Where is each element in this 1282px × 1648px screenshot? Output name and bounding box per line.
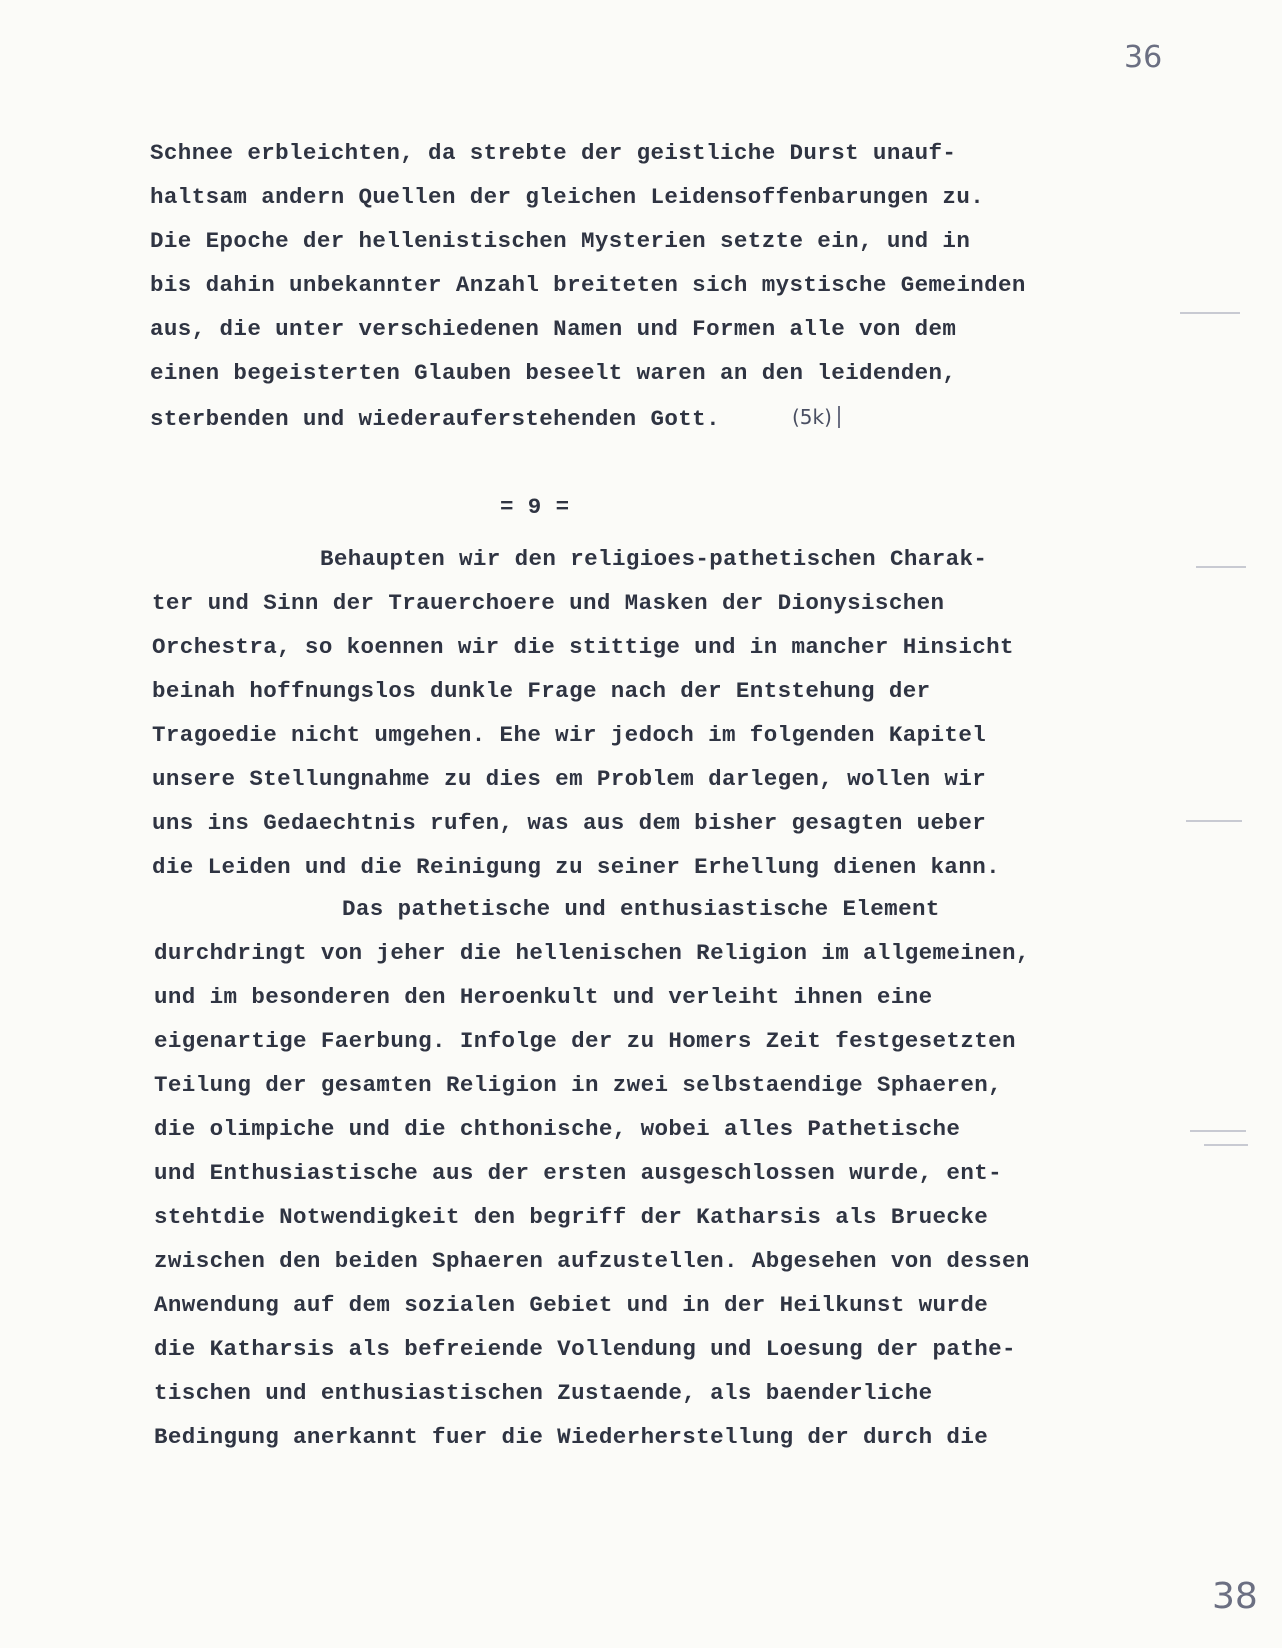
text-line: die Katharsis als befreiende Vollendung und Loesung der pathe- bbox=[154, 1336, 1016, 1362]
text-line: sterbenden und wiederauferstehenden Gott. bbox=[150, 406, 720, 432]
text-line: ter und Sinn der Trauerchoere und Masken der Dionysischen bbox=[152, 590, 945, 616]
text-line: zwischen den beiden Sphaeren aufzustellen. Abgesehen von dessen bbox=[154, 1248, 1030, 1274]
text-line: die olimpiche und die chthonische, wobei alles Pathetische bbox=[154, 1116, 961, 1142]
text-line: Tragoedie nicht umgehen. Ehe wir jedoch im folgenden Kapitel bbox=[152, 722, 987, 748]
margin-mark bbox=[1204, 1144, 1248, 1146]
text-line: Orchestra, so koennen wir die stittige und in mancher Hinsicht bbox=[152, 634, 1014, 660]
margin-mark bbox=[1196, 566, 1246, 568]
text-line: tischen und enthusiastischen Zustaende, als baenderliche bbox=[154, 1380, 933, 1406]
text-line: eigenartige Faerbung. Infolge der zu Homers Zeit festgesetzten bbox=[154, 1028, 1016, 1054]
text-line: und im besonderen den Heroenkult und verleiht ihnen eine bbox=[154, 984, 933, 1010]
margin-mark bbox=[1186, 820, 1242, 822]
text-line: Anwendung auf dem sozialen Gebiet und in der Heilkunst wurde bbox=[154, 1292, 989, 1318]
text-line: durchdringt von jeher die hellenischen Religion im allgemeinen, bbox=[154, 940, 1030, 966]
section-number: = 9 = bbox=[500, 494, 570, 520]
text-line: aus, die unter verschiedenen Namen und Formen alle von dem bbox=[150, 316, 957, 342]
page-number-bottom: 38 bbox=[1212, 1576, 1258, 1617]
text-line: bis dahin unbekannter Anzahl breiteten sich mystische Gemeinden bbox=[150, 272, 1026, 298]
text-line: unsere Stellungnahme zu dies em Problem darlegen, wollen wir bbox=[152, 766, 987, 792]
text-line: Behaupten wir den religioes-pathetischen Charak- bbox=[320, 546, 988, 572]
text-line: stehtdie Notwendigkeit den begriff der Katharsis als Bruecke bbox=[154, 1204, 989, 1230]
text-line: Schnee erbleichten, da strebte der geistliche Durst unauf- bbox=[150, 140, 957, 166]
text-line: die Leiden und die Reinigung zu seiner Erhellung dienen kann. bbox=[152, 854, 1001, 880]
text-line: haltsam andern Quellen der gleichen Leidensoffenbarungen zu. bbox=[150, 184, 985, 210]
text-line: beinah hoffnungslos dunkle Frage nach der Entstehung der bbox=[152, 678, 931, 704]
margin-mark bbox=[1180, 312, 1240, 314]
text-line: Das pathetische und enthusiastische Element bbox=[342, 896, 940, 922]
margin-mark bbox=[1190, 1130, 1246, 1132]
text-line: Die Epoche der hellenistischen Mysterien setzte ein, und in bbox=[150, 228, 971, 254]
text-line: Teilung der gesamten Religion in zwei selbstaendige Sphaeren, bbox=[154, 1072, 1003, 1098]
text-line: einen begeisterten Glauben beseelt waren an den leidenden, bbox=[150, 360, 957, 386]
handwritten-margin-note: (5k) bbox=[792, 406, 840, 428]
text-line: uns ins Gedaechtnis rufen, was aus dem bisher gesagten ueber bbox=[152, 810, 987, 836]
text-line: Bedingung anerkannt fuer die Wiederherstellung der durch die bbox=[154, 1424, 989, 1450]
page-number-top: 36 bbox=[1124, 40, 1163, 75]
text-line: und Enthusiastische aus der ersten ausgeschlossen wurde, ent- bbox=[154, 1160, 1003, 1186]
